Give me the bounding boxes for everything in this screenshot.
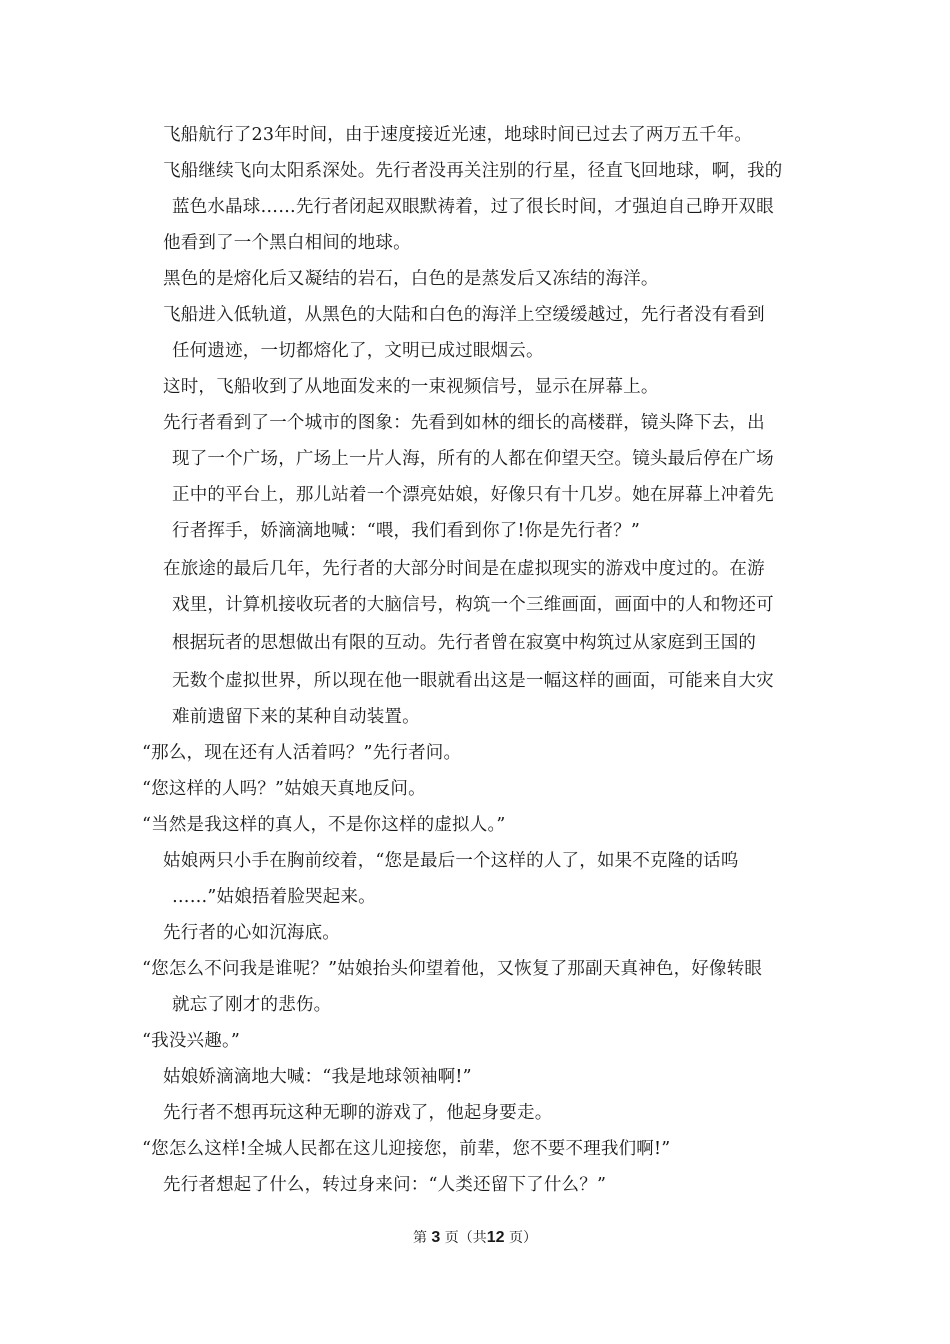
- footer-mid: 页（共: [444, 1230, 487, 1246]
- text-line: “当然是我这样的真人，不是你这样的虚拟人。”: [142, 815, 506, 835]
- footer-total-pages: 12: [486, 1229, 505, 1246]
- text-line: “那么，现在还有人活着吗？”先行者问。: [142, 743, 462, 763]
- text-line: 这时，飞船收到了从地面发来的一束视频信号，显示在屏幕上。: [163, 377, 659, 397]
- text-line: 蓝色水晶球……先行者闭起双眼默祷着，过了很长时间，才强迫自己睁开双眼: [172, 197, 774, 217]
- text-line: 难前遗留下来的某种自动装置。: [172, 707, 420, 727]
- text-line: 黑色的是熔化后又凝结的岩石，白色的是蒸发后又冻结的海洋。: [163, 269, 659, 289]
- text-line: 飞船继续飞向太阳系深处。先行者没再关注别的行星，径直飞回地球，啊，我的: [163, 161, 783, 181]
- text-line: 先行者想起了什么，转过身来问：“人类还留下了什么？”: [163, 1175, 607, 1195]
- text-line: 任何遗迹，一切都熔化了，文明已成过眼烟云。: [172, 341, 544, 361]
- text-line: 他看到了一个黑白相间的地球。: [163, 233, 411, 253]
- text-line: 就忘了刚才的悲伤。: [172, 995, 332, 1015]
- text-line: “我没兴趣。”: [142, 1031, 241, 1051]
- text-line: 在旅途的最后几年，先行者的大部分时间是在虚拟现实的游戏中度过的。在游: [163, 559, 765, 579]
- page-footer: [0, 1228, 950, 1248]
- text-line: “您怎么不问我是谁呢？”姑娘抬头仰望着他，又恢复了那副天真神色，好像转眼: [142, 959, 763, 979]
- text-line: 正中的平台上，那儿站着一个漂亮姑娘，好像只有十几岁。她在屏幕上冲着先: [172, 485, 774, 505]
- text-line: 先行者看到了一个城市的图象：先看到如林的细长的高楼群，镜头降下去，出: [163, 413, 765, 433]
- text-line: 根据玩者的思想做出有限的互动。先行者曾在寂寞中构筑过从家庭到王国的: [172, 633, 757, 653]
- text-line: 戏里，计算机接收玩者的大脑信号，构筑一个三维画面，画面中的人和物还可: [172, 595, 774, 615]
- text-line: 飞船航行了23年时间，由于速度接近光速，地球时间已过去了两万五千年。: [163, 125, 753, 145]
- text-line: 姑娘娇滴滴地大喊：“我是地球领袖啊!”: [163, 1067, 472, 1087]
- text-line: 先行者不想再玩这种无聊的游戏了，他起身要走。: [163, 1103, 553, 1123]
- text-line: “您怎么这样!全城人民都在这儿迎接您，前辈，您不要不理我们啊!”: [142, 1139, 671, 1159]
- text-line: 行者挥手，娇滴滴地喊：“喂，我们看到你了!你是先行者？”: [172, 521, 641, 541]
- text-line: 无数个虚拟世界，所以现在他一眼就看出这是一幅这样的画面，可能来自大灾: [172, 671, 774, 691]
- footer-suffix: 页）: [509, 1230, 538, 1246]
- footer-prefix: 第: [412, 1230, 427, 1246]
- text-line: “您这样的人吗？”姑娘天真地反问。: [142, 779, 426, 799]
- text-line: 飞船进入低轨道，从黑色的大陆和白色的海洋上空缓缓越过，先行者没有看到: [163, 305, 765, 325]
- text-line: 先行者的心如沉海底。: [163, 923, 340, 943]
- text-line: 姑娘两只小手在胸前绞着，“您是最后一个这样的人了，如果不克隆的话呜: [163, 851, 739, 871]
- text-line: 现了一个广场，广场上一片人海，所有的人都在仰望天空。镜头最后停在广场: [172, 449, 774, 469]
- footer-page-number: 3: [431, 1229, 441, 1246]
- text-line: ……”姑娘捂着脸哭起来。: [172, 887, 376, 907]
